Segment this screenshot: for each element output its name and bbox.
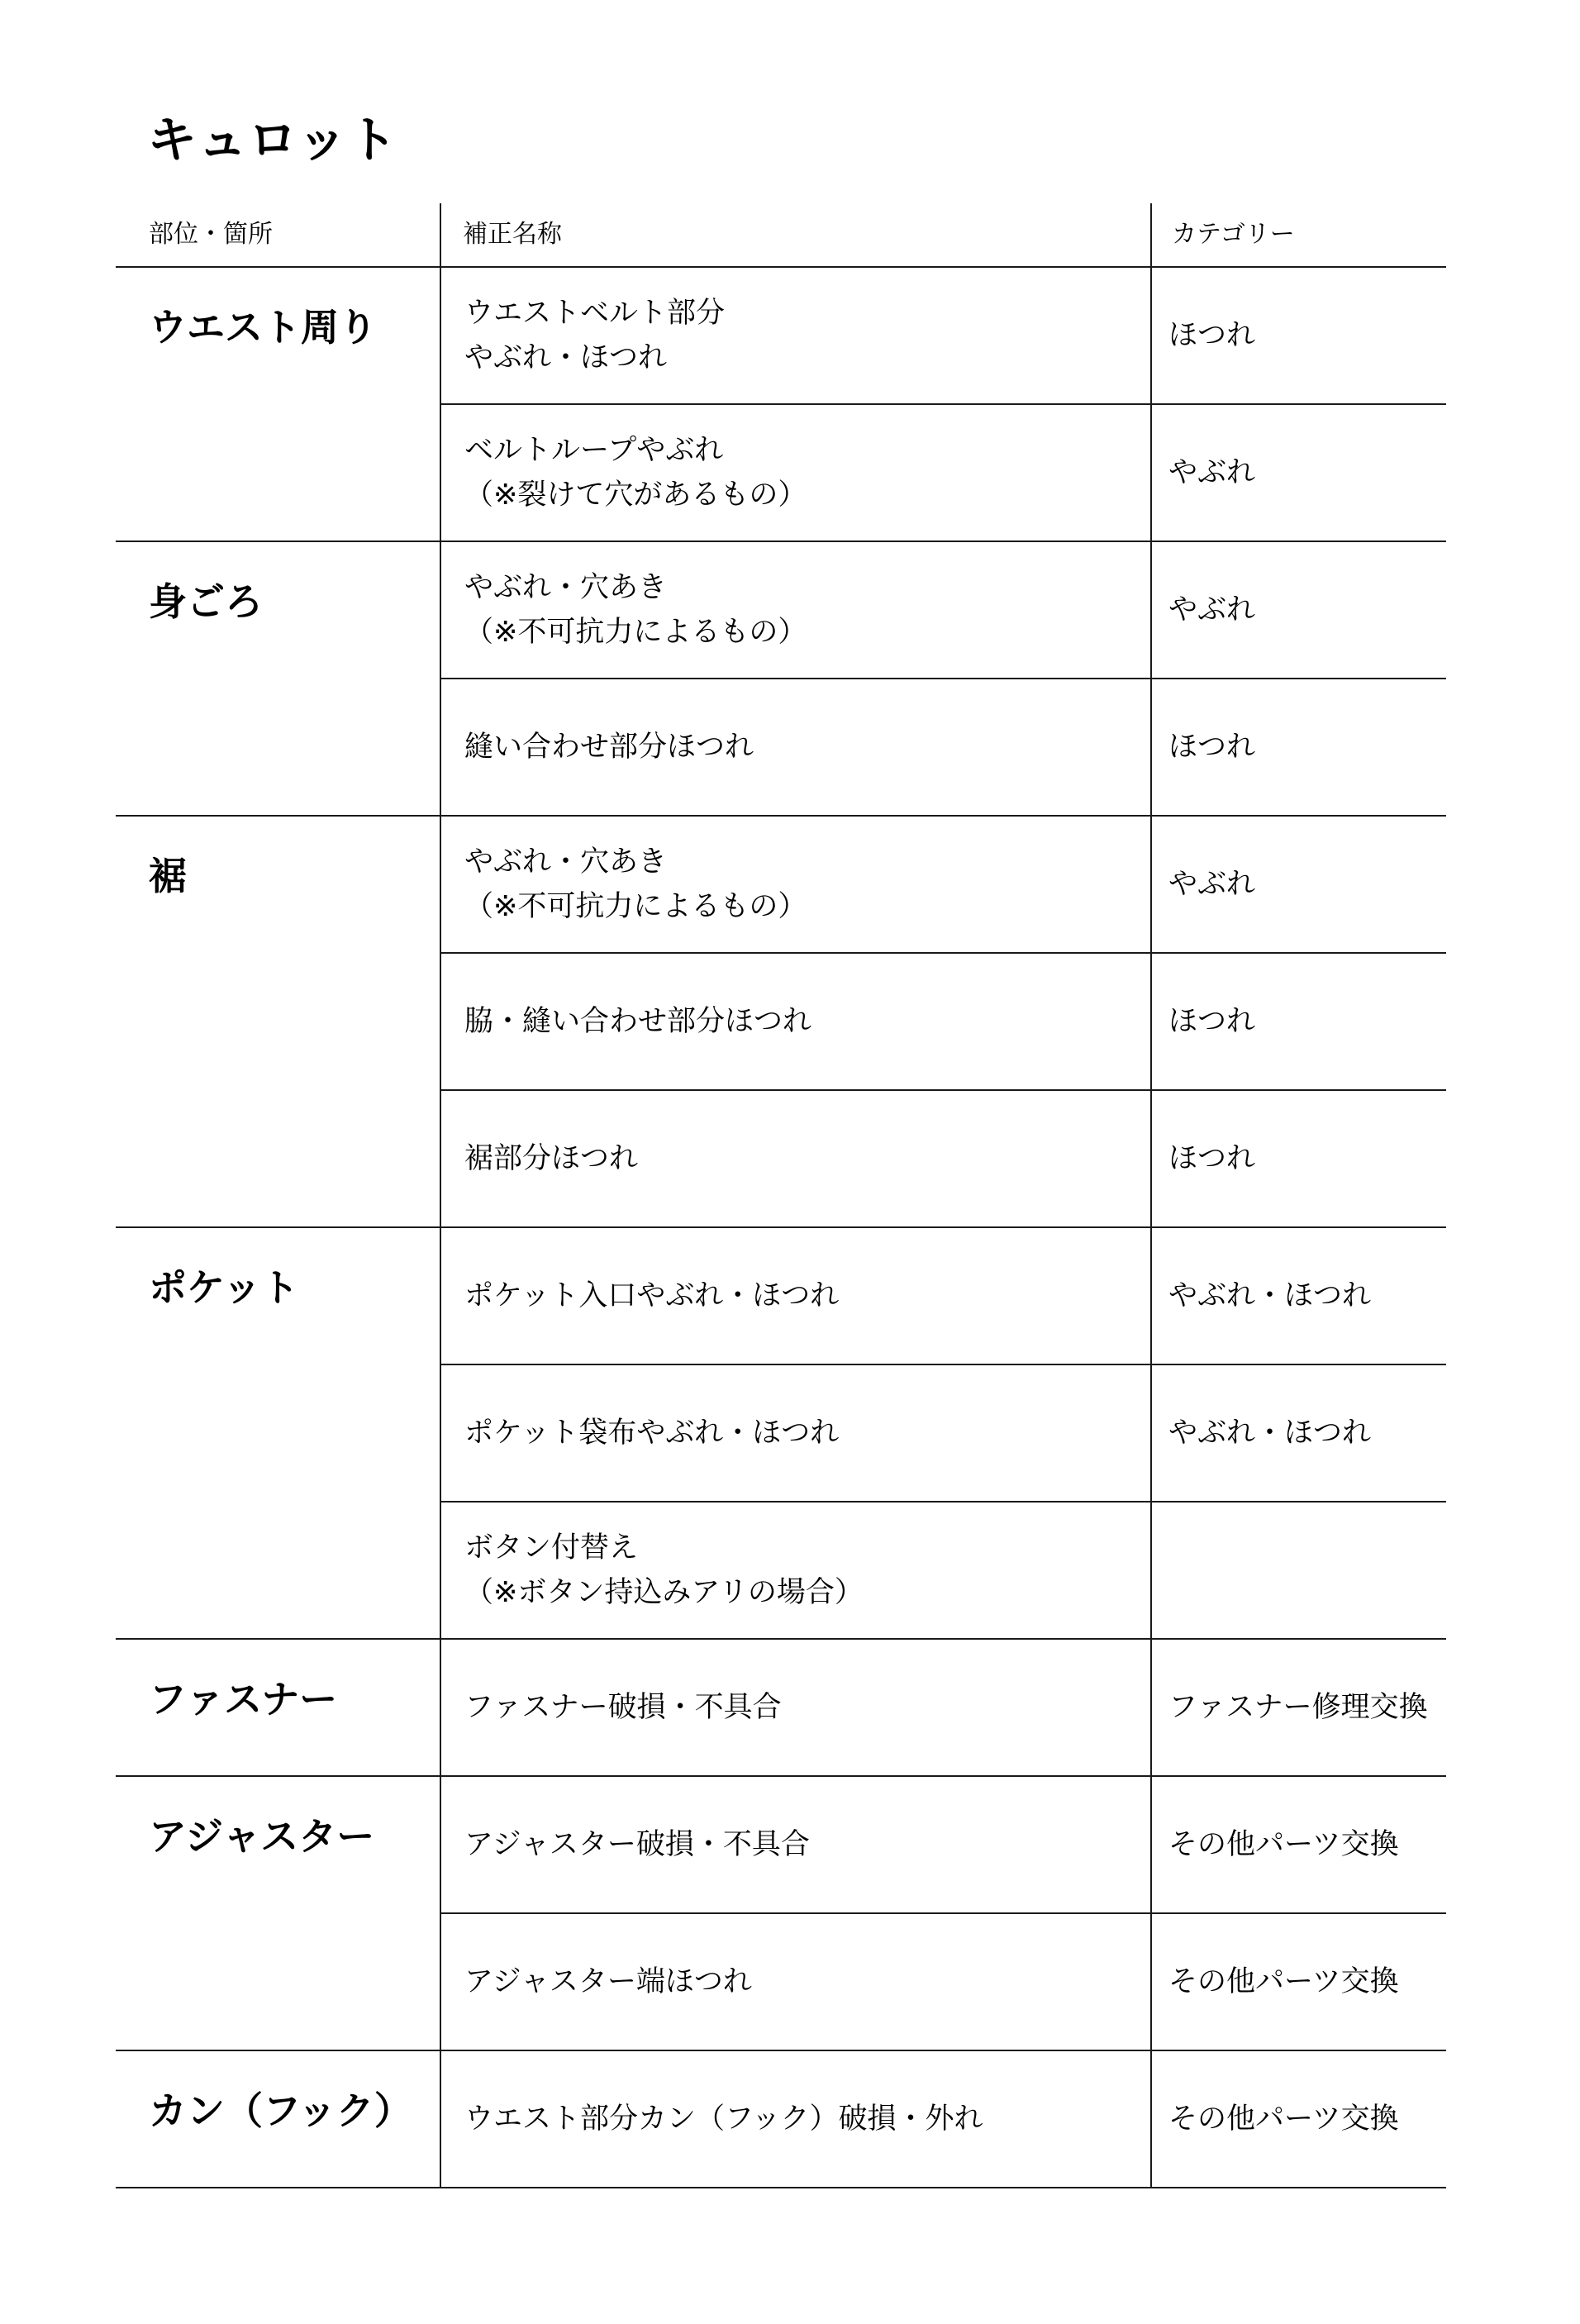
category-cell: やぶれ・ほつれ: [1168, 1417, 1372, 1450]
repair-name-cell: [440, 1640, 1150, 1775]
repair-name-cell: [440, 1091, 1150, 1226]
table-row: [440, 1640, 1446, 1775]
category-cell: ほつれ: [1168, 1005, 1256, 1038]
category-cell: ファスナー修理交換: [1168, 1691, 1428, 1724]
repair-name-line: ボタン付替え: [464, 1531, 639, 1564]
table-row: [440, 1777, 1446, 1912]
part-group: [116, 2051, 1446, 2188]
repair-name-cell: [440, 1777, 1150, 1912]
part-label: ファスナー: [149, 1677, 338, 1722]
category-cell: ほつれ: [1168, 731, 1256, 764]
table-row: [440, 1228, 1446, 1364]
repair-name-cell: [440, 405, 1150, 541]
page-title: キュロット: [147, 112, 398, 169]
category-cell: やぶれ: [1168, 593, 1256, 626]
part-group: [116, 542, 1446, 817]
part-label: 裾: [149, 854, 187, 898]
part-label: ウエスト周り: [149, 305, 377, 350]
repair-name-cell: [440, 542, 1150, 678]
category-cell: その他パーツ交換: [1168, 1965, 1399, 1998]
repair-name-line: ポケット袋布やぶれ・ほつれ: [464, 1417, 840, 1450]
repair-name-line: ウエスト部分カン（フック）破損・外れ: [464, 2103, 983, 2136]
repair-name-cell: [440, 1365, 1150, 1501]
repair-name-line: 脇・縫い合わせ部分ほつれ: [464, 1005, 812, 1038]
repair-name-line: やぶれ・穴あき: [464, 571, 668, 604]
table-row: [440, 1364, 1446, 1501]
table-row: [440, 542, 1446, 678]
repair-name-cell: [440, 1503, 1150, 1638]
category-cell: ほつれ: [1168, 319, 1256, 352]
part-label: カン（フック）: [149, 2088, 412, 2133]
repair-name-cell: [440, 817, 1150, 952]
repair-name-line: （※ボタン持込みアリの場合）: [464, 1576, 864, 1609]
part-group: [116, 1777, 1446, 2051]
repair-name-cell: [440, 268, 1150, 403]
category-cell: やぶれ: [1168, 456, 1256, 489]
part-group: [116, 1228, 1446, 1640]
part-group: [116, 817, 1446, 1228]
table-row: [440, 817, 1446, 952]
repair-name-cell: [440, 1914, 1150, 2050]
repair-name-cell: [440, 1228, 1150, 1364]
header-name: 補正名称: [463, 220, 562, 249]
repair-name-line: アジャスター端ほつれ: [464, 1965, 752, 1998]
repair-name-cell: [440, 954, 1150, 1089]
part-group: [116, 268, 1446, 542]
part-label: アジャスター: [149, 1814, 375, 1859]
part-label: 身ごろ: [149, 579, 263, 624]
repair-name-line: 縫い合わせ部分ほつれ: [464, 731, 754, 764]
repair-name-line: （※不可抗力によるもの）: [464, 616, 807, 649]
repair-name-line: アジャスター破損・不具合: [464, 1828, 810, 1861]
table-row: [440, 1501, 1446, 1638]
category-cell: やぶれ・ほつれ: [1168, 1279, 1372, 1312]
table-body: [116, 268, 1446, 2188]
header-part: 部位・箇所: [149, 220, 273, 249]
repair-name-line: やぶれ・ほつれ: [464, 341, 668, 374]
category-cell: その他パーツ交換: [1168, 1828, 1399, 1861]
table-row: [440, 1089, 1446, 1226]
repair-name-line: やぶれ・穴あき: [464, 845, 668, 879]
repair-table: [116, 203, 1446, 2188]
table-row: [440, 268, 1446, 403]
table-row: [440, 403, 1446, 541]
repair-name-line: ウエストベルト部分: [464, 297, 726, 330]
table-row: [440, 2051, 1446, 2187]
repair-name-line: ファスナー破損・不具合: [464, 1691, 782, 1724]
repair-name-line: 裾部分ほつれ: [464, 1142, 639, 1175]
category-cell: [1150, 1503, 1446, 1638]
category-cell: ほつれ: [1168, 1142, 1256, 1175]
repair-name-line: ベルトループやぶれ: [464, 434, 724, 467]
table-row: [440, 678, 1446, 815]
category-cell: やぶれ: [1168, 868, 1256, 901]
header-category: カテゴリー: [1172, 220, 1295, 249]
repair-name-cell: [440, 2051, 1150, 2187]
repair-name-line: （※不可抗力によるもの）: [464, 890, 807, 923]
part-label: ポケット: [149, 1265, 299, 1310]
repair-name-line: （※裂けて穴があるもの）: [464, 479, 807, 512]
repair-name-line: ポケット入口やぶれ・ほつれ: [464, 1279, 840, 1312]
table-header: [116, 203, 1446, 268]
repair-name-cell: [440, 679, 1150, 815]
part-group: [116, 1640, 1446, 1777]
table-row: [440, 952, 1446, 1089]
category-cell: その他パーツ交換: [1168, 2103, 1399, 2136]
table-row: [440, 1912, 1446, 2050]
